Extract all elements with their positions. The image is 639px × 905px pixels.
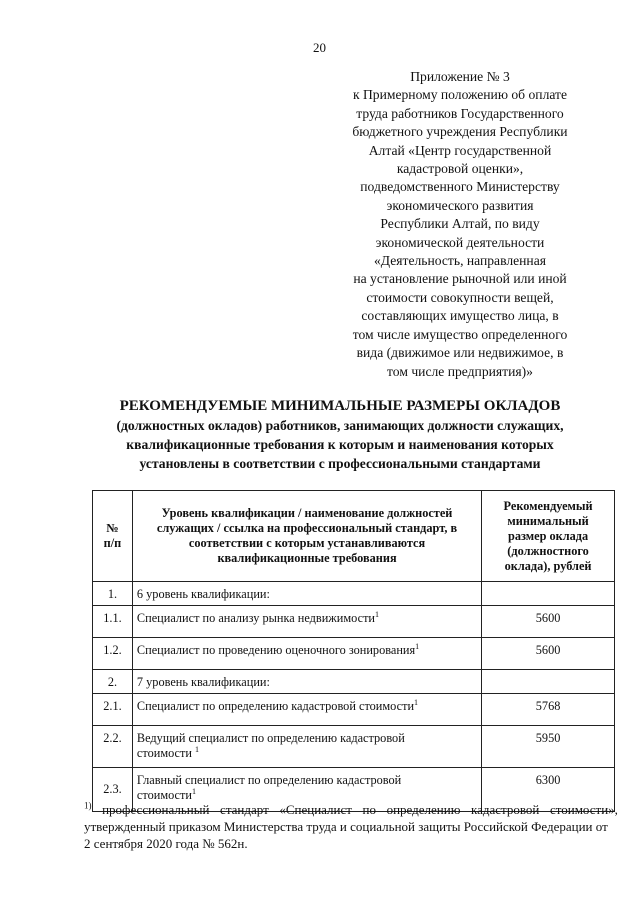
row-salary: 6300 (482, 768, 615, 812)
row-number: 2. (93, 670, 133, 694)
row-salary: 5600 (482, 606, 615, 638)
row-text: 6 уровень квалификации: (136, 587, 270, 601)
row-number: 1. (93, 582, 133, 606)
header-line: квалификационные требования (217, 551, 397, 565)
row-text: Главный специалист по определению кадастровой (136, 773, 402, 787)
footnote-ref: 1 (415, 641, 420, 651)
footnote-ref: 1 (191, 786, 196, 796)
header-line: оклада), рублей (504, 558, 592, 573)
footnote-first-line (84, 801, 618, 818)
footnote-word: по (362, 802, 376, 817)
heading-line: (должностных окладов) работников, занимающих должности служащих, (116, 418, 564, 433)
header-line: служащих / ссылка на профессиональный стандарт, в (156, 521, 458, 535)
header-line: п/п (103, 536, 122, 550)
footnote (84, 801, 618, 852)
header-number (93, 491, 133, 582)
appendix-block (320, 68, 600, 381)
appendix-line: составляющих имущество лица, в (361, 308, 559, 324)
row-number: 2.2. (93, 726, 133, 768)
row-position (132, 694, 481, 726)
table-row (93, 638, 615, 670)
footnote-word: профессиональный (102, 802, 210, 817)
footnote-word: кадастровой (470, 802, 540, 817)
row-position (132, 670, 481, 694)
header-line: соответствии с которым устанавливаются (188, 536, 426, 550)
row-number: 2.3. (93, 768, 133, 812)
table-row (93, 694, 615, 726)
appendix-line: кадастровой оценки», (396, 161, 524, 177)
row-text: стоимости (136, 788, 192, 802)
footnote-line: 2 сентября 2020 года № 562н. (84, 836, 248, 851)
footnote-word: стоимости», (549, 802, 618, 817)
appendix-line: бюджетного учреждения Республики (352, 124, 568, 140)
row-salary: 5600 (482, 638, 615, 670)
footnote-word: определению (386, 802, 461, 817)
table-row (93, 606, 615, 638)
row-number: 2.1. (93, 694, 133, 726)
row-text: стоимости (136, 746, 196, 760)
appendix-line: том числе предприятия)» (387, 363, 533, 379)
appendix-line: подведомственного Министерству (360, 179, 560, 195)
footnote-marker (84, 801, 92, 818)
row-salary: 5768 (482, 694, 615, 726)
row-position (132, 582, 481, 606)
row-number: 1.2. (93, 638, 133, 670)
page-number: 20 (313, 40, 326, 55)
appendix-line: Республики Алтай, по виду (380, 216, 540, 232)
appendix-line: Алтай «Центр государственной (368, 142, 552, 158)
table-row-level (93, 670, 615, 694)
salary-table (92, 490, 615, 812)
footnote-line: утвержденный приказом Министерства труда и социальной защиты Российской Федерации от (84, 819, 608, 834)
header-line: Рекомендуемый (503, 498, 593, 513)
table-row-level (93, 582, 615, 606)
row-salary: 5950 (482, 726, 615, 768)
appendix-line: к Примерному положению об оплате (352, 87, 568, 103)
appendix-line: «Деятельность, направленная (374, 253, 546, 269)
footnote-ref: 1 (195, 744, 200, 754)
footnote-ref: 1 (414, 697, 419, 707)
row-position (132, 606, 481, 638)
document-heading (60, 397, 620, 473)
header-line: (должностного (507, 543, 589, 558)
appendix-line: экономической деятельности (375, 234, 545, 250)
row-text: Специалист по анализу рынка недвижимости (136, 611, 376, 625)
row-position (132, 726, 481, 768)
row-text-line (137, 746, 475, 761)
appendix-line: вида (движимое или недвижимое, в (356, 345, 564, 361)
appendix-line: экономического развития (386, 197, 534, 213)
row-text: 7 уровень квалификации: (136, 675, 270, 689)
heading-line: квалификационные требования к которым и наименования которых (126, 437, 554, 452)
footnote-word: «Специалист (279, 802, 352, 817)
row-salary (482, 670, 615, 694)
heading-title: РЕКОМЕНДУЕМЫЕ МИНИМАЛЬНЫЕ РАЗМЕРЫ ОКЛАДОВ (119, 398, 561, 414)
row-position (132, 638, 481, 670)
row-salary (482, 582, 615, 606)
row-text: Специалист по определению кадастровой стоимости (136, 699, 415, 713)
header-position (132, 491, 481, 582)
heading-line: установлены в соответствии с профессиональными стандартами (139, 456, 541, 471)
header-line: размер оклада (507, 528, 589, 543)
header-salary (482, 491, 615, 582)
row-text: Специалист по проведению оценочного зонирования (136, 643, 416, 657)
footnote-ref: 1 (375, 609, 380, 619)
footnote-marker-text: 1) (84, 800, 92, 811)
row-number: 1.1. (93, 606, 133, 638)
appendix-line: стоимости совокупности вещей, (366, 289, 554, 305)
appendix-line: Приложение № 3 (410, 69, 510, 84)
table-header-row (93, 491, 615, 582)
header-line: Уровень квалификации / наименование должностей (161, 506, 453, 520)
footnote-word: стандарт (220, 802, 269, 817)
header-line: минимальный (507, 513, 589, 528)
appendix-line: том числе имущество определенного (352, 326, 568, 342)
table-row (93, 726, 615, 768)
appendix-line: труда работников Государственного (356, 105, 564, 121)
appendix-line: на установление рыночной или иной (353, 271, 567, 287)
row-text: Ведущий специалист по определению кадастровой (136, 731, 405, 745)
header-line: № (106, 521, 119, 535)
